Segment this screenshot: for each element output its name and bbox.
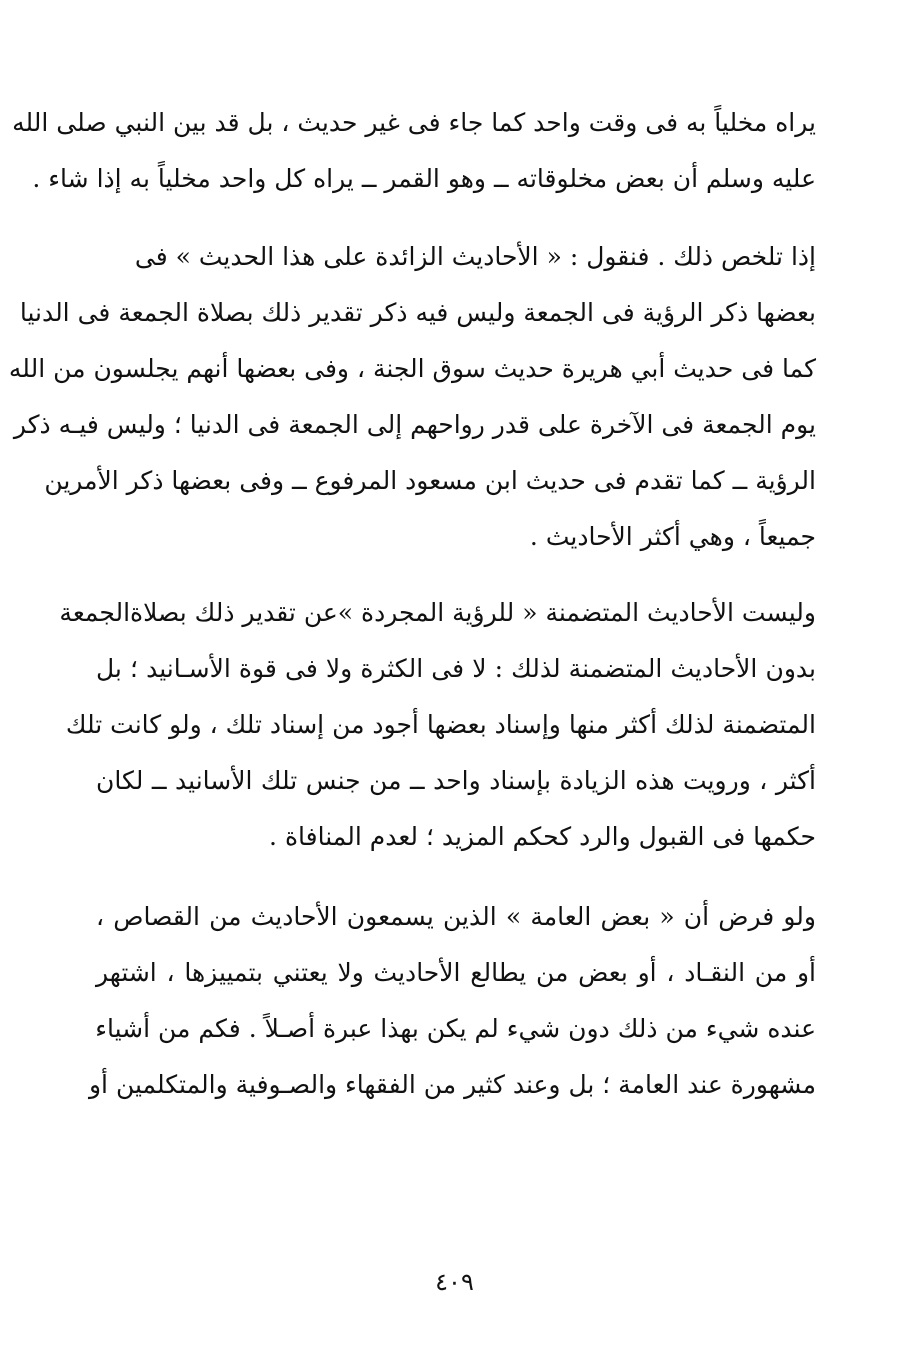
text-line: المتضمنة لذلك أكثر منها وإسناد بعضها أجود من إسناد تلك ، ولو كانت تلك — [65, 710, 816, 739]
paragraph-gap — [96, 207, 816, 229]
page-number: ٤٠٩ — [435, 1268, 474, 1296]
paragraph-3 — [59, 585, 816, 865]
text-line: ولو فرض أن « بعض العامة » الذين يسمعون الأحاديث من القصاص ، — [96, 902, 816, 931]
text-line: عنده شيء من ذلك دون شيء لم يكن بهذا عبرة أصـلاً . فكم من أشياء — [95, 1014, 816, 1043]
paragraph-4 — [88, 889, 816, 1113]
text-line: الرؤية ــ كما تقدم فى حديث ابن مسعود المرفوع ــ وفى بعضها ذكر الأمرين — [44, 466, 816, 495]
text-line: إذا تلخص ذلك . فنقول : « الأحاديث الزائدة على هذا الحديث » فى — [134, 242, 816, 271]
text-line: وليست الأحاديث المتضمنة « للرؤية المجردة »عن تقدير ذلك بصلاةالجمعة — [59, 598, 816, 627]
paragraph-1 — [12, 95, 816, 207]
paragraph-gap — [96, 865, 816, 889]
text-line: بعضها ذكر الرؤية فى الجمعة وليس فيه ذكر تقدير ذلك بصلاة الجمعة فى الدنيا — [19, 298, 816, 327]
page-body — [8, 95, 816, 1113]
text-line: يوم الجمعة فى الآخرة على قدر رواحهم إلى الجمعة فى الدنيا ؛ وليس فيـه ذكر — [13, 410, 816, 439]
text-line: جميعاً ، وهي أكثر الأحاديث . — [529, 522, 816, 551]
text-line: مشهورة عند العامة ؛ بل وعند كثير من الفقهاء والصـوفية والمتكلمين أو — [88, 1070, 816, 1099]
paragraph-gap — [96, 565, 816, 585]
text-line: أكثر ، ورويت هذه الزيادة بإسناد واحد ــ من جنس تلك الأسانيد ــ لكان — [96, 766, 816, 795]
text-line: كما فى حديث أبي هريرة حديث سوق الجنة ، وفى بعضها أنهم يجلسون من الله — [8, 354, 816, 383]
text-line: بدون الأحاديث المتضمنة لذلك : لا فى الكثرة ولا فى قوة الأسـانيد ؛ بل — [96, 654, 816, 683]
text-line: أو من النقـاد ، أو بعض من يطالع الأحاديث ولا يعتني بتمييزها ، اشتهر — [96, 958, 816, 987]
text-line: عليه وسلم أن بعض مخلوقاته ــ وهو القمر ــ يراه كل واحد مخلياً به إذا شاء . — [32, 164, 816, 193]
paragraph-2 — [8, 229, 816, 565]
text-line: حكمها فى القبول والرد كحكم المزيد ؛ لعدم المنافاة . — [269, 822, 816, 851]
text-line: يراه مخلياً به فى وقت واحد كما جاء فى غير حديث ، بل قد بين النبي صلى الله — [12, 108, 816, 137]
